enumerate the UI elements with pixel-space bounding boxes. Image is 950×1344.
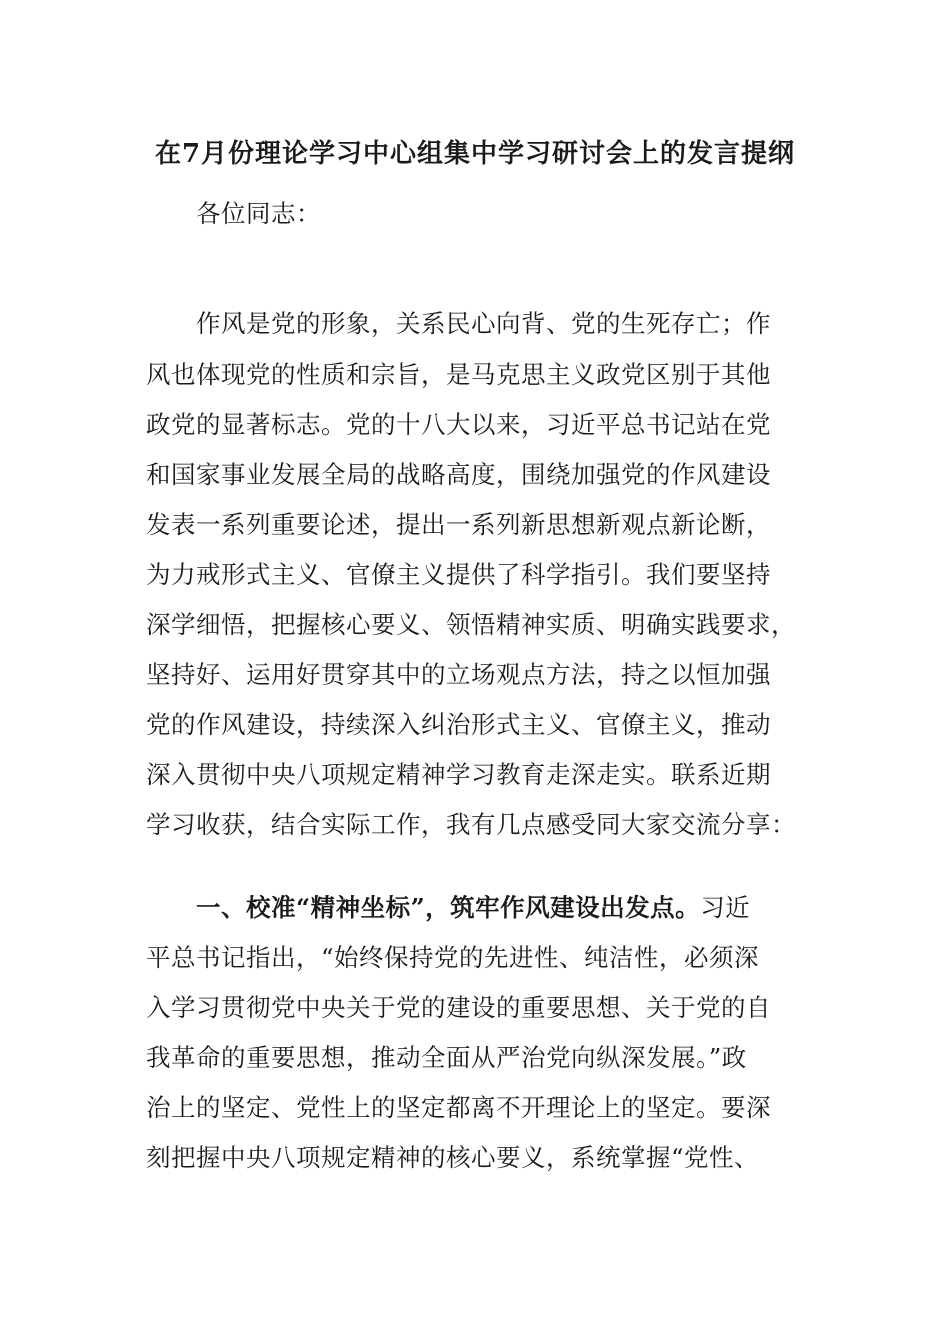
- paragraph-line: 深学细悟，把握核心要义、领悟精神实质、明确实践要求，: [146, 610, 796, 639]
- section-heading-line: [196, 890, 856, 926]
- document-title: 在7月份理论学习中心组集中学习研讨会上的发言提纲: [154, 139, 796, 169]
- paragraph-line: 学习收获，结合实际工作，我有几点感受同大家交流分享：: [146, 810, 796, 839]
- paragraph-line: 入学习贯彻党中央关于党的建设的重要思想、关于党的自: [146, 993, 771, 1022]
- paragraph-line: 党的作风建设，持续深入纠治形式主义、官僚主义，推动: [146, 710, 771, 739]
- paragraph-line: 为力戒形式主义、官僚主义提供了科学指引。我们要坚持: [146, 560, 771, 589]
- paragraph-line: 刻把握中央八项规定精神的核心要义，系统掌握“党性、: [146, 1143, 760, 1172]
- paragraph-line: 治上的坚定、党性上的坚定都离不开理论上的坚定。要深: [146, 1093, 771, 1122]
- paragraph-line: 坚持好、运用好贯穿其中的立场观点方法，持之以恒加强: [146, 660, 771, 689]
- section-text: 习近: [700, 893, 751, 922]
- paragraph-line: 风也体现党的性质和宗旨，是马克思主义政党区别于其他: [146, 360, 771, 389]
- paragraph-line: 平总书记指出，“始终保持党的先进性、纯洁性，必须深: [146, 943, 760, 972]
- paragraph-line: 和国家事业发展全局的战略高度，围绕加强党的作风建设: [146, 460, 771, 489]
- paragraph-line: 作风是党的形象，关系民心向背、党的生死存亡；作: [196, 309, 771, 338]
- paragraph-line: 深入贯彻中央八项规定精神学习教育走深走实。联系近期: [146, 760, 771, 789]
- paragraph-line: 发表一系列重要论述，提出一系列新思想新观点新论断，: [146, 510, 771, 539]
- salutation: 各位同志：: [196, 199, 321, 228]
- paragraph-line: 政党的显著标志。党的十八大以来，习近平总书记站在党: [146, 410, 771, 439]
- paragraph-line: 我革命的重要思想，推动全面从严治党向纵深发展。”政: [146, 1043, 747, 1072]
- section-heading: 一、校准“精神坐标”，筑牢作风建设出发点。: [196, 893, 701, 922]
